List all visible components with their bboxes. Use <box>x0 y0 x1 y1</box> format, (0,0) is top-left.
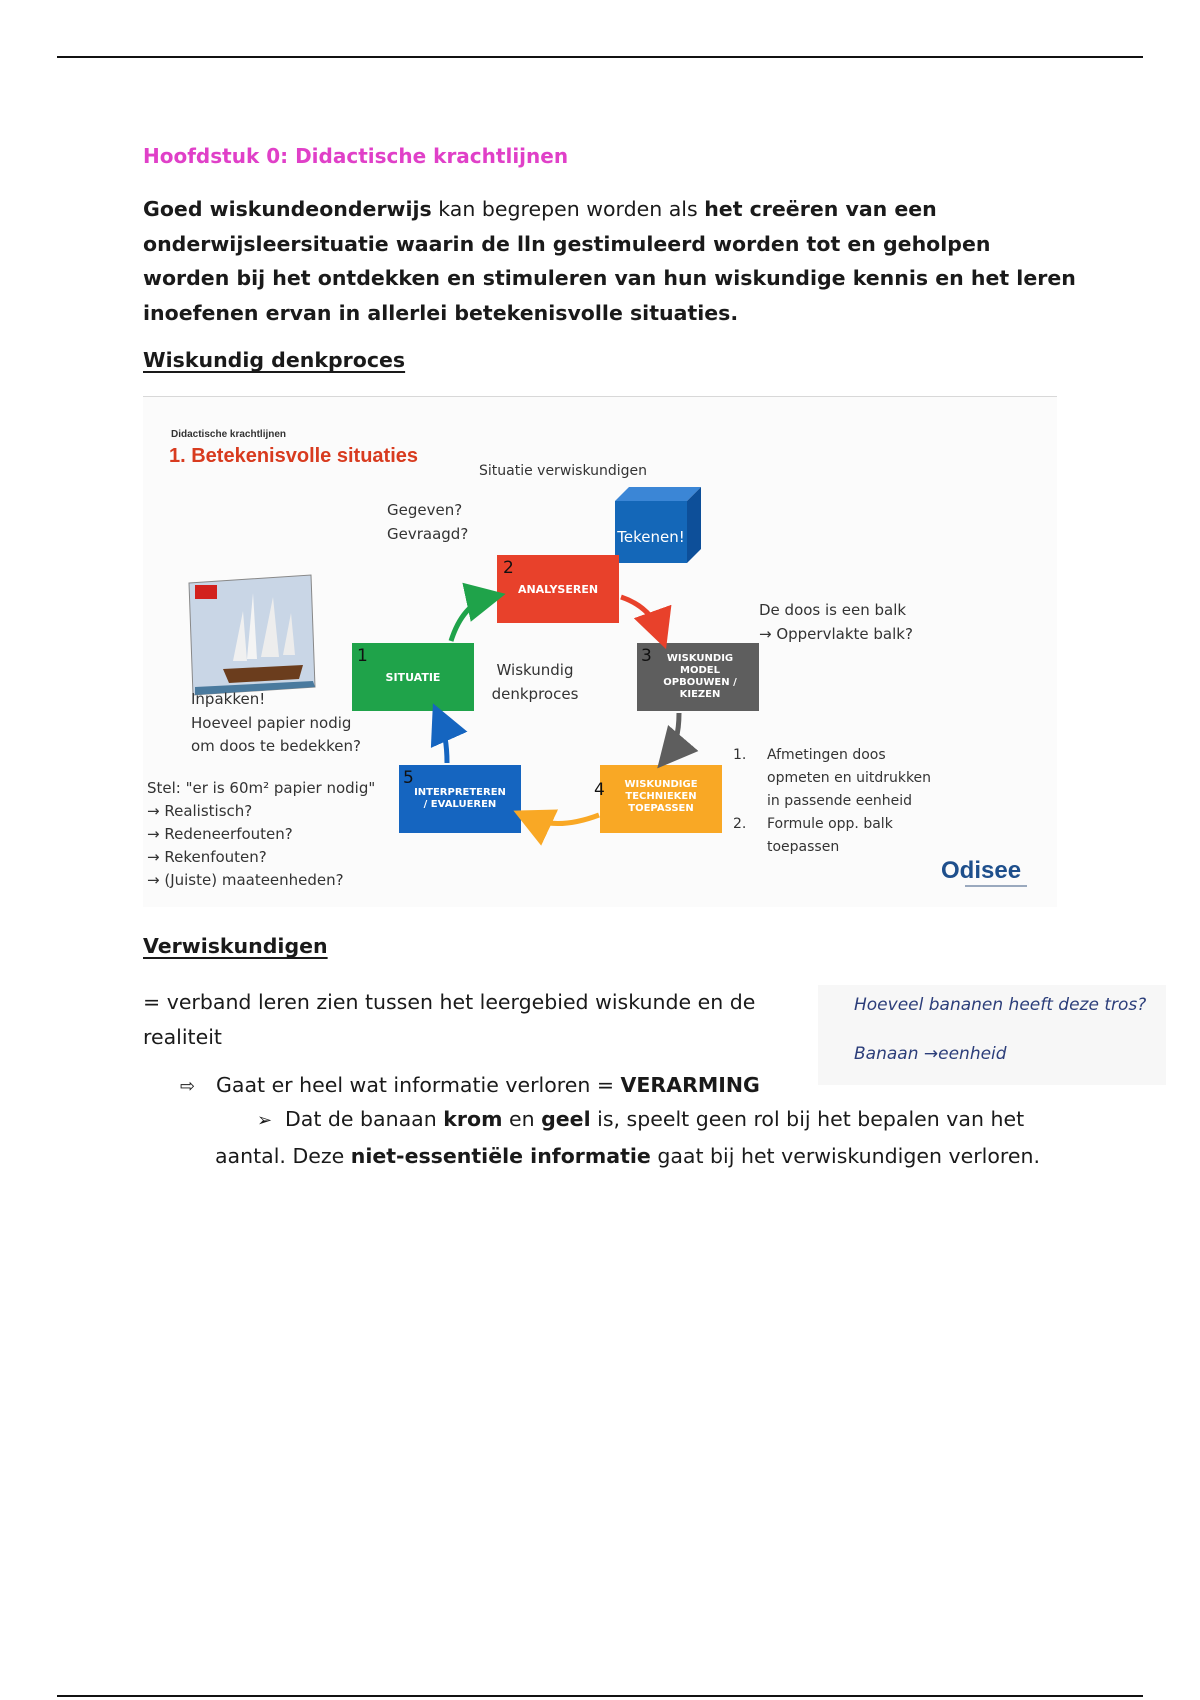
inpakken-line-1: Inpakken! <box>191 690 266 708</box>
step-2-line-2: toepassen <box>767 839 840 855</box>
step-1-line-3: in passende eenheid <box>767 793 913 809</box>
box-analyseren-label: ANALYSEREN <box>517 583 599 596</box>
tekenen-cube <box>615 487 701 563</box>
bullet-banaan-b: en <box>502 1107 542 1131</box>
denkproces-figure <box>143 396 1057 907</box>
situatie-verwiskundigen-label: Situatie verwiskundigen <box>479 463 648 479</box>
gegeven-label: Gegeven? <box>387 501 463 519</box>
step-2-number: 2. <box>733 816 747 832</box>
stel-line-2: → Realistisch? <box>147 802 253 820</box>
box-analyseren-number: 2 <box>503 558 514 578</box>
box-model-label-2: MODEL <box>680 665 720 676</box>
stel-line-4: → Rekenfouten? <box>147 848 267 866</box>
arrow-analyseren-model <box>621 597 661 635</box>
stel-line-5: → (Juiste) maateenheden? <box>147 871 344 889</box>
eenheid-word: eenheid <box>938 1044 1007 1064</box>
bullet-banaan-d: gaat bij het verwiskundigen verloren. <box>650 1143 1041 1168</box>
arrow-icon: → <box>923 1044 939 1064</box>
intro-bold-2: het creëren van een onderwijsleersituatie waarin de lln gestimuleerd worden tot en geholpen worden bij het ontdekken en stimuleren van hun wiskundige kennis en het leren inoefenen ervan in allerlei betekenisvolle situaties. <box>143 197 1076 325</box>
bullet-banaan <box>215 1102 1045 1173</box>
banana-word: Banaan <box>854 1044 919 1064</box>
box-situatie-number: 1 <box>357 646 368 666</box>
oppervlakte-balk-label: → Oppervlakte balk? <box>759 625 913 643</box>
box-technieken-label-1: WISKUNDIGE <box>624 779 698 790</box>
odisee-logo-text: Odisee <box>941 857 1022 884</box>
bullet-verarming-text: Gaat er heel wat informatie verloren = <box>216 1073 621 1097</box>
odisee-logo <box>941 857 1027 887</box>
arrow-situatie-analyseren <box>451 597 491 641</box>
bullet-banaan-krom: krom <box>443 1107 503 1131</box>
box-model-label-1: WISKUNDIG <box>666 653 734 664</box>
section-title-verwiskundigen: Verwiskundigen <box>143 934 328 958</box>
bullet-banaan-a: Dat de banaan <box>285 1107 444 1131</box>
bullet-verarming <box>180 1068 760 1105</box>
top-rule <box>57 56 1143 58</box>
figure-title: 1. Betekenisvolle situaties <box>169 445 419 467</box>
box-evalueren-number: 5 <box>403 768 414 788</box>
stel-line-3: → Redeneerfouten? <box>147 825 293 843</box>
box-evalueren <box>399 765 521 833</box>
arrow-model-technieken <box>667 713 679 757</box>
box-evalueren-label-1: INTERPRETEREN <box>414 787 506 798</box>
bullet-verarming-bold: VERARMING <box>620 1073 760 1097</box>
banana-note <box>818 985 1166 1085</box>
bullet-banaan-c: is, speelt geen rol bij het bepalen van het aantal. Deze <box>215 1107 1025 1168</box>
tekenen-label: Tekenen! <box>617 528 685 546</box>
bottom-rule <box>57 1695 1143 1697</box>
step-1-line-1: Afmetingen doos <box>767 747 886 763</box>
step-1-line-2: opmeten en uitdrukken <box>767 770 932 786</box>
lego-box-image <box>189 575 315 695</box>
step-2-line-1: Formule opp. balk <box>767 816 893 832</box>
intro-bold-1: Goed wiskundeonderwijs <box>143 197 432 221</box>
center-label-line2: denkproces <box>491 685 579 703</box>
box-technieken-label-3: TOEPASSEN <box>628 803 694 814</box>
bullet-banaan-nie: niet-essentiële informatie <box>350 1143 651 1168</box>
box-analyseren <box>497 555 619 623</box>
arrow-technieken-evalueren <box>527 815 599 824</box>
box-model-label-4: KIEZEN <box>679 689 721 700</box>
triangle-bullet-icon: ➢ <box>257 1110 273 1131</box>
box-model <box>637 643 759 711</box>
box-technieken-number: 4 <box>594 780 605 800</box>
stel-line-1: Stel: "er is 60m² papier nodig" <box>147 779 376 797</box>
box-model-number: 3 <box>641 646 652 666</box>
chapter-title: Hoofdstuk 0: Didactische krachtlijnen <box>143 144 569 168</box>
inpakken-line-2: Hoeveel papier nodig <box>191 714 352 732</box>
banana-unit-line <box>854 1044 1007 1064</box>
doos-balk-label: De doos is een balk <box>759 601 907 619</box>
center-label-line1: Wiskundig <box>496 661 574 679</box>
definition-paragraph: = verband leren zien tussen het leergebied wiskunde en de realiteit <box>143 990 756 1049</box>
gevraagd-label: Gevraagd? <box>387 525 469 543</box>
inpakken-line-3: om doos te bedekken? <box>191 737 361 755</box>
box-situatie <box>352 643 474 711</box>
intro-paragraph <box>143 192 1083 330</box>
bullet-banaan-geel: geel <box>541 1107 591 1131</box>
section-title-denkproces: Wiskundig denkproces <box>143 348 406 372</box>
box-model-label-3: OPBOUWEN / <box>663 677 737 688</box>
box-technieken <box>594 765 722 833</box>
box-technieken-label-2: TECHNIEKEN <box>625 791 697 802</box>
figure-small-title: Didactische krachtlijnen <box>171 429 287 440</box>
step-1-number: 1. <box>733 747 747 763</box>
box-situatie-label: SITUATIE <box>385 671 441 684</box>
banana-question: Hoeveel bananen heeft deze tros? <box>854 995 1147 1015</box>
double-arrow-bullet-icon: ⇨ <box>180 1076 196 1097</box>
box-evalueren-label-2: / EVALUEREN <box>423 799 497 810</box>
intro-text: kan begrepen worden als <box>431 197 705 221</box>
denkproces-diagram <box>143 397 1057 907</box>
arrow-evalueren-situatie <box>439 717 447 763</box>
